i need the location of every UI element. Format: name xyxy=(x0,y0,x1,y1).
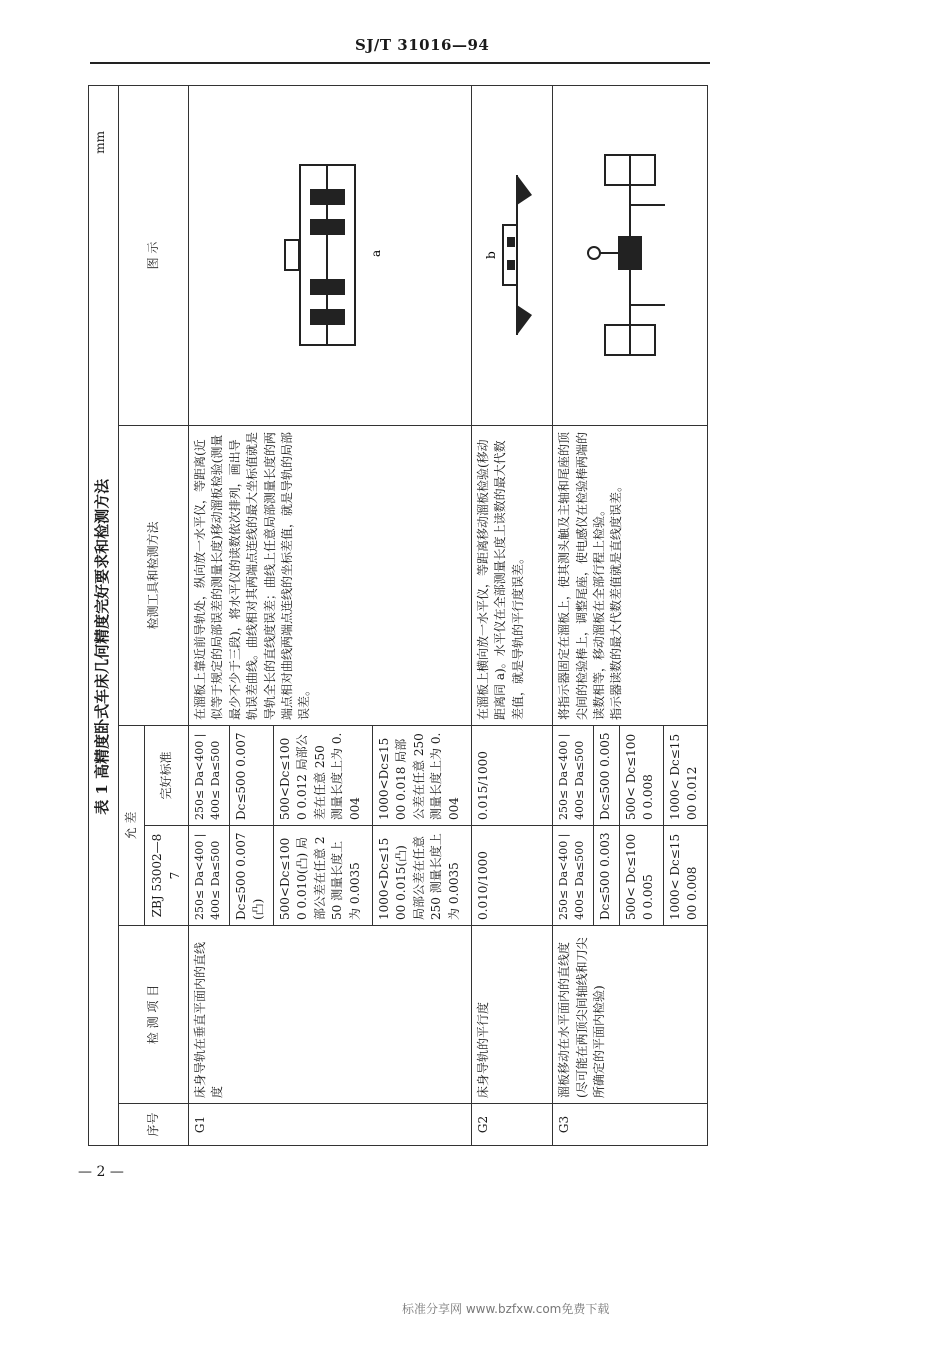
header-item: 检 测 项 目 xyxy=(119,926,189,1104)
tol-good: 0.015/1000 xyxy=(472,726,553,826)
fig-label-b: b xyxy=(484,251,499,260)
page-number: — 2 — xyxy=(78,1164,124,1180)
tol-zbj-3: 1000<Dc≤1500 0.015(凸) 局部公差在任意 250 测量长度上为 0.0035 xyxy=(373,826,472,926)
table-row xyxy=(472,85,553,1145)
row-method xyxy=(553,426,708,726)
footer-watermark: 标准分享网 www.bzfxw.com免费下载 xyxy=(402,1302,610,1316)
row-figure xyxy=(472,85,553,425)
tol-good-head: 250≤ Da<400 | 400≤ Da≤500 xyxy=(189,726,230,826)
tol-zbj-1: Dc≤500 0.007(凸) xyxy=(230,826,274,926)
header-zbj: ZBJ 53002—87 xyxy=(145,826,189,926)
table-unit: mm xyxy=(93,130,107,154)
tol-good-head: 250≤ Da<400 | 400≤ Da≤500 xyxy=(553,726,594,826)
header-rule xyxy=(90,62,710,64)
tol-good-1: Dc≤500 0.005 xyxy=(594,726,620,826)
tol-zbj-2: 500< Dc≤1000 0.005 xyxy=(619,826,663,926)
tol-zbj-head: 250≤ Da<400 | 400≤ Da≤500 xyxy=(553,826,594,926)
page-number-value: 2 xyxy=(96,1164,106,1180)
row-item: 床身导轨的平行度 xyxy=(472,926,553,1104)
row-seq: G1 xyxy=(189,1104,472,1146)
row-figure xyxy=(189,85,472,425)
tol-zbj-2: 500<Dc≤1000 0.010(凸) 局部公差在任意 250 测量长度上为 0.0035 xyxy=(274,826,373,926)
tol-good-3: 1000<Dc≤1500 0.018 局部公差在任意 250 测量长度上为 0.004 xyxy=(373,726,472,826)
header-row-1 xyxy=(119,85,145,1145)
row-item: 床身导轨在垂直平面内的直线度 xyxy=(189,926,472,1104)
tol-zbj: 0.010/1000 xyxy=(472,826,553,926)
tol-good-3: 1000< Dc≤1500 0.012 xyxy=(663,726,707,826)
row-item-note: (尽可能在两顶尖间轴线和刀尖所确定的平面内检验) xyxy=(574,937,606,1098)
row-method-2: 指示器读数的最大代数差值就是直线度误差。 xyxy=(609,479,624,720)
table-row xyxy=(553,85,594,1145)
tol-zbj-head: 250≤ Da<400 | 400≤ Da≤500 xyxy=(189,826,230,926)
header-tolerance: 允 差 xyxy=(119,726,145,926)
header-method: 检测工具和检测方法 xyxy=(119,426,189,726)
row-seq: G3 xyxy=(553,1104,708,1146)
spec-table-rotated xyxy=(88,86,708,1146)
tol-good-2: 500< Dc≤1000 0.008 xyxy=(619,726,663,826)
parallelism-level-diagram xyxy=(477,155,547,355)
row-method: 在溜板上横向放一水平仪，等距离移动溜板检验(移动距离同 a)。水平仪在全部测量长度上读数的最大代数差值，就是导轨的平行度误差。 xyxy=(472,426,553,726)
header-good: 完好标准 xyxy=(145,726,189,826)
tol-good-1: Dc≤500 0.007 xyxy=(230,726,274,826)
tol-zbj-1: Dc≤500 0.003 xyxy=(594,826,620,926)
doc-code-header: SJ/T 31016—94 xyxy=(355,36,490,54)
row-method: 在溜板上靠近前导轨处，纵向放一水平仪，等距离(近似等于规定的局部误差的测量长度)移动溜板检验(测量最少不少于三段)，将水平仪的读数依次排列，画出导轨误差曲线。曲线相对其两端点连线的最大坐标值就是导轨全长的直线度误差；曲线上任意局部测量长度的两端点相对曲线两端点连线的坐标差值，就是导轨的局部误差。 xyxy=(189,426,472,726)
table-title: 表 1 高精度卧式车床几何精度完好要求和检测方法 xyxy=(93,478,111,815)
table-row xyxy=(189,85,230,1145)
row-figure xyxy=(553,85,708,425)
header-figure: 图 示 xyxy=(119,85,189,425)
guideway-level-diagram xyxy=(270,155,390,355)
row-method-1: 将指示器固定在溜板上，使其测头触及主轴和尾座的顶尖间的检验棒上，调整尾座，使电感仪在检验棒两端的读数相等，移动溜板在全部行程上检验。 xyxy=(557,431,606,720)
row-item xyxy=(553,926,708,1104)
fig-label-a: a xyxy=(369,250,384,258)
tol-zbj-3: 1000< Dc≤1500 0.008 xyxy=(663,826,707,926)
straightness-indicator-diagram xyxy=(570,145,690,365)
tol-good-2: 500<Dc≤1000 0.012 局部公差在任意 250 测量长度上为 0.004 xyxy=(274,726,373,826)
header-seq: 序号 xyxy=(119,1104,189,1146)
row-seq: G2 xyxy=(472,1104,553,1146)
row-item-text: 溜板移动在水平面内的直线度 xyxy=(557,941,572,1098)
spec-table xyxy=(88,85,708,1146)
table-title-cell xyxy=(89,85,119,1145)
